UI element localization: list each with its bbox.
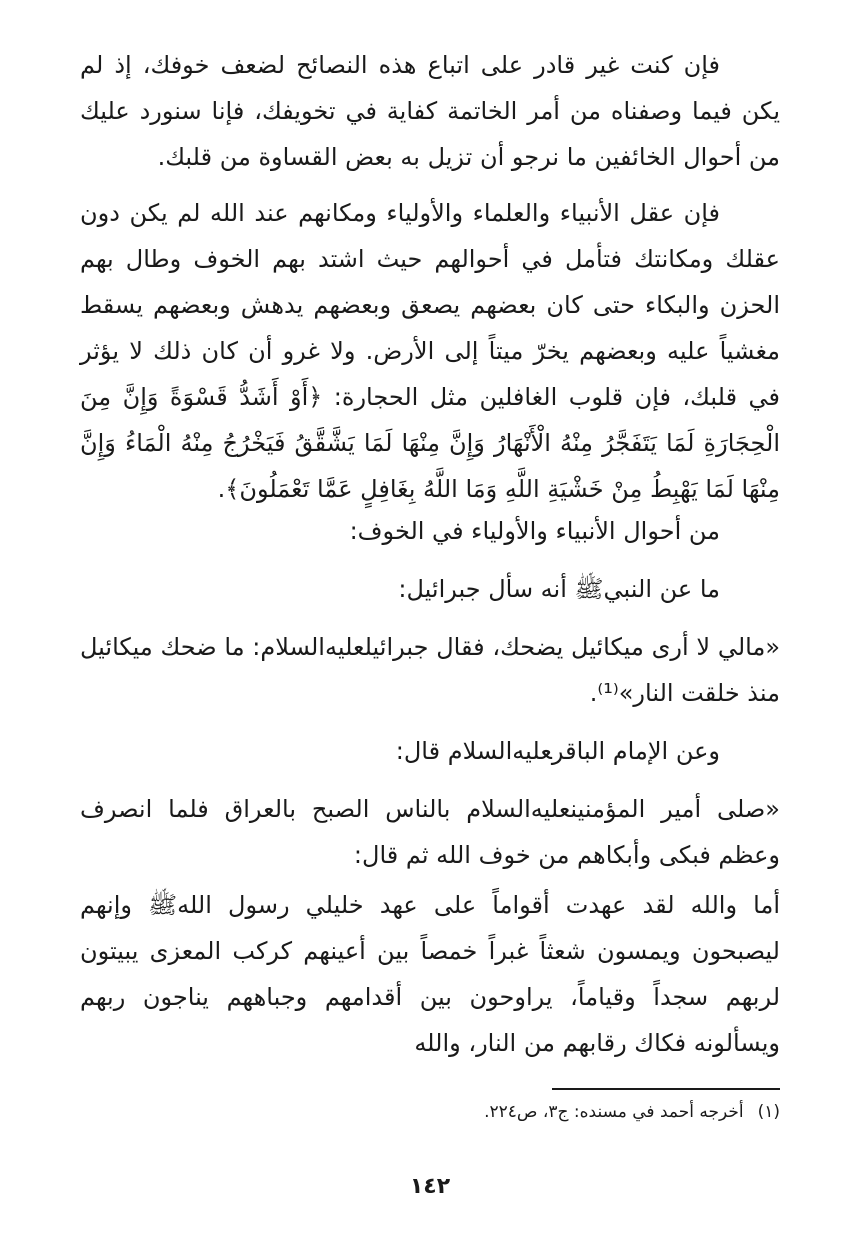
- narration-intro-baqir: وعن الإمام الباقر‍عليه‌السلام قال:: [395, 737, 720, 765]
- quote-mikail: «مالي لا أرى ميكائيل يضحك، فقال جبرائيل‍عليه‌السلام: ما ضحك ميكائيل منذ خلقت النار»⁽¹⁾.: [80, 633, 780, 707]
- paragraph-sermon: أما والله لقد عهدت أقواماً على عهد خليلي رسول اللهﷺ وإنهم ليصبحون ويمسون شعثاً غبراً خمصاً بين أعينهم كركب المعزى يبيتون لربهم سجداً وقياماً، يراوحون بين أقدامهم وجباههم يناجون ربهم ويسألونه فكاك رقابهم من النار، والله: [80, 891, 780, 1057]
- footnote-text: أخرجه أحمد في مسنده: ج٣، ص٢٢٤.: [484, 1102, 744, 1122]
- quote-amir-almuminin: «صلى أمير المؤمنين‍عليه‌السلام بالناس الصبح بالعراق فلما انصرف وعظم فبكى وأبكاهم من خوف الله ثم قال:: [80, 795, 780, 869]
- footnote-marker: (١): [757, 1102, 780, 1122]
- page-number: ١٤٢: [409, 1174, 451, 1199]
- paragraph-stones-verse: فإن عقل الأنبياء والعلماء والأولياء ومكانهم عند الله لم يكن دون عقلك ومكانتك فتأمل في أحوالهم حيث اشتد بهم الخوف وطال بهم الحزن والبكاء حتى كان بعضهم يصعق وبعضهم يدهش وبعضهم يسقط مغشياً عليه وبعضهم يخرّ ميتاً إلى الأرض. ولا غرو أن كان ذلك لا يؤثر في قلبك، فإن قلوب الغافلين مثل الحجارة: ﴿أَوْ أَشَدُّ قَسْوَةً وَإِنَّ مِنَ الْحِجَارَةِ لَمَا يَتَفَجَّرُ مِنْهُ الْأَنْهَارُ وَإِنَّ مِنْهَا لَمَا يَشَّقَّقُ فَيَخْرُجُ مِنْهُ الْمَاءُ وَإِنَّ مِنْهَا لَمَا يَهْبِطُ مِنْ خَشْيَةِ اللَّهِ وَمَا اللَّهُ بِغَافِلٍ عَمَّا تَعْمَلُونَ﴾.: [80, 199, 780, 503]
- footnote: [80, 1098, 780, 1126]
- book-page: [80, 0, 780, 1236]
- paragraph-intro: فإن كنت غير قادر على اتباع هذه النصائح لضعف خوفك، إذ لم يكن فيما وصفناه من أمر الخاتمة كفاية في تخويفك، فإنا سنورد عليك من أحوال الخائفين ما نرجو أن تزيل به بعض القساوة من قلبك.: [80, 51, 780, 171]
- narration-intro-prophet: ما عن النبيﷺ أنه سأل جبرائيل:: [398, 575, 720, 603]
- section-heading: من أحوال الأنبياء والأولياء في الخوف:: [349, 517, 720, 545]
- footnote-divider: [552, 1088, 780, 1090]
